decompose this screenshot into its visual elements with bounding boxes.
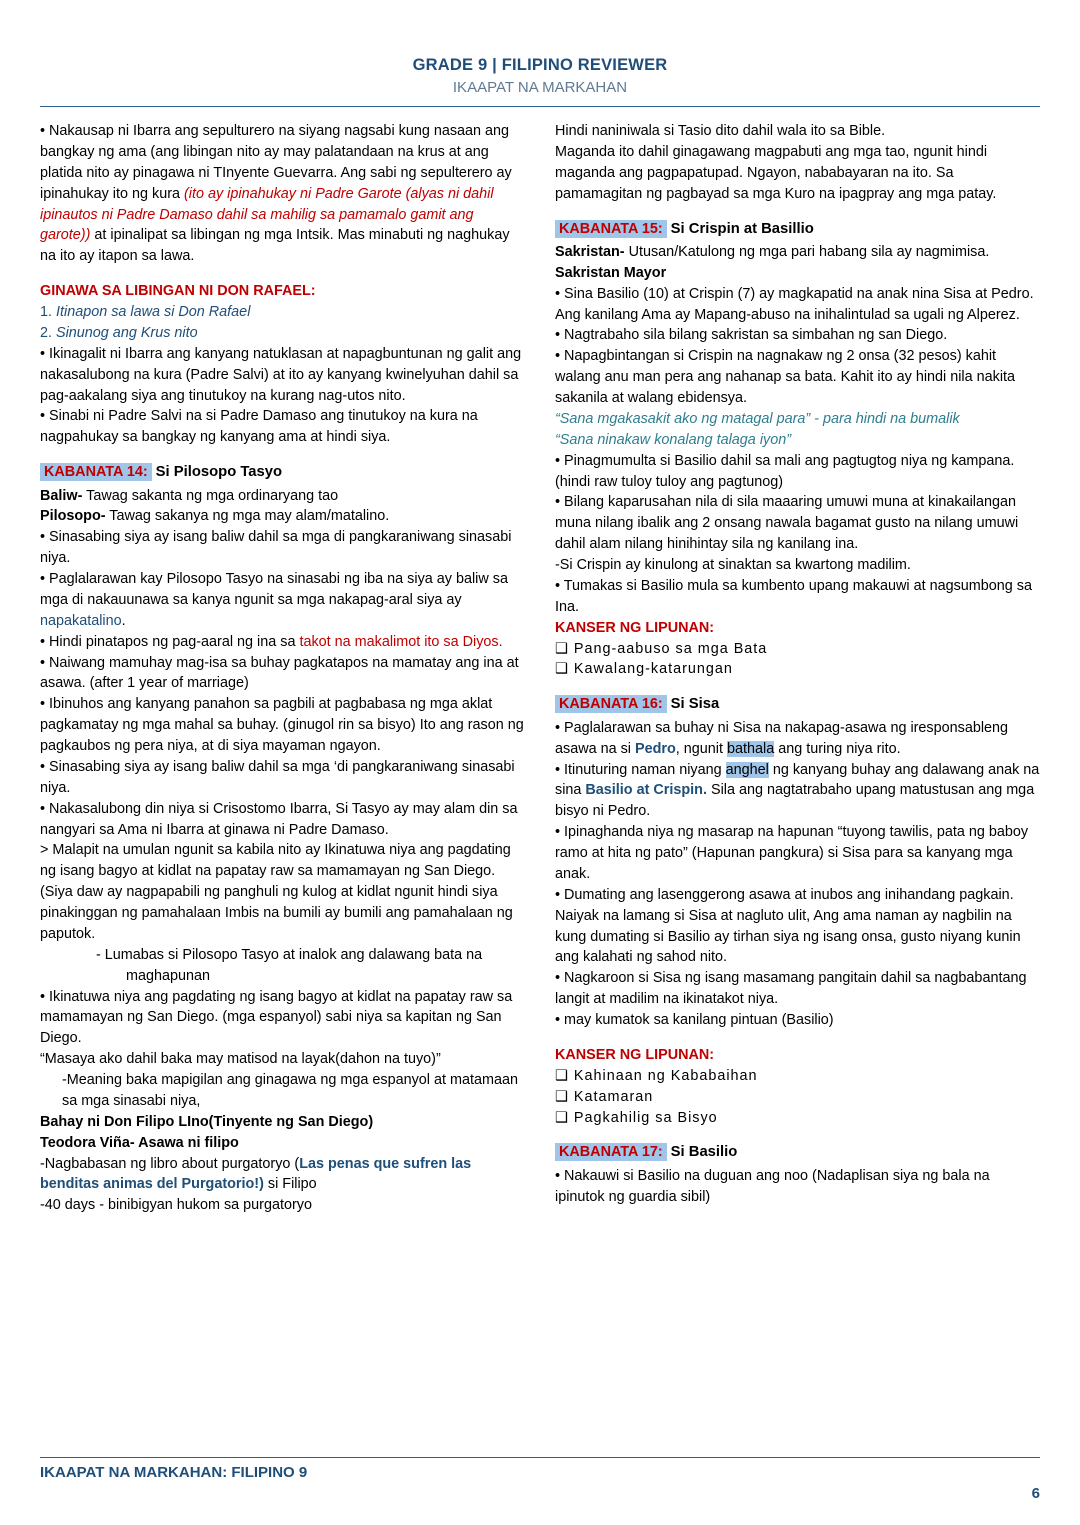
text-run: si Filipo: [263, 1176, 317, 1193]
text-run-highlighted: bathala: [727, 740, 775, 757]
text-run: -Nagbabasan ng libro about purgatoryo (: [40, 1155, 300, 1172]
checklist-item: ❑ Pagkahilig sa Bisyo: [555, 1109, 718, 1126]
paragraph-padre-salvi: • Sinabi ni Padre Salvi na si Padre Damaso ang tinutukoy na kura na nagpahukay sa bangkay ng kanyang ama at hindi siya.: [40, 408, 478, 446]
two-column-body: [40, 121, 1040, 1216]
paragraph-sepulturero: [40, 121, 525, 267]
paragraph-basilio-crispin: • Sina Basilio (10) at Crispin (7) ay magkapatid na anak nina Sisa at Pedro. Ang kanilang Ama ay Mapang-abuso na inihalintulad sa ugali ng Alperez.: [555, 285, 1034, 323]
left-column: [40, 121, 525, 1216]
paragraph-lasenggero: • Dumating ang lasenggerong asawa at inubos ang inihandang pagkain. Naiyak na lamang si Sisa at nagluto ulit, Ang ama naman ay nagbilin na kung dumating si Basilio ay tirhan siya ng isang onsa, gusto niyang kunin ang kalahati ng sahod nito.: [555, 886, 1021, 966]
text-run: • Nakausap ni Ibarra ang sepulturero na siyang nagsabi kung nasaan ang bangkay ng ama (ang libingan nito ay may palatandaan na krus at ang platida nito ay pinagawa ni TInyente Guevarra. Ang sabi ng sepulterero ay ipinahukay ito ng kura: [40, 123, 512, 202]
paragraph-ibarra-galit: • Ikinagalit ni Ibarra ang kanyang natuklasan at napagbuntunan ng galit ang nakasalubong na kura (Padre Salvi) at ito ay kanyang kwinelyuhan dahil sa pag-aakalang siya ang tinutukoy na kurang nag-utos nito.: [40, 345, 522, 404]
paragraph-mag-isa: • Naiwang mamuhay mag-isa sa buhay pagkatapos na mamatay ang ina at asawa. (after 1 year of marriage): [40, 654, 519, 692]
term-label: Pilosopo-: [40, 508, 106, 525]
chapter-heading-15: [555, 219, 1040, 240]
chapter-title: Si Basilio: [670, 1144, 738, 1161]
text-run: ang turing niya rito.: [774, 740, 901, 757]
paragraph-teodora-vina: Teodora Viña- Asawa ni filipo: [40, 1134, 239, 1151]
term-label: Sakristan-: [555, 243, 625, 260]
term-definition: Tawag sakanya ng mga may alam/matalino.: [105, 508, 390, 525]
paragraph-tasio-bible: Hindi naniniwala si Tasio dito dahil wala ito sa Bible.: [555, 123, 886, 139]
document-header: [40, 56, 1040, 96]
right-column: [555, 121, 1040, 1216]
paragraph-maganda-ito: Maganda ito dahil ginagawang magpabuti ang mga tao, ngunit hindi maganda ang pagpapatupad. Ngayon, nababayaran na ito. Sa pamamagitan ng pagbayad sa mga Kuro na ipagpray ang mga patay.: [555, 143, 997, 202]
paragraph-meaning: -Meaning baka mapigilan ang ginagawa ng mga espanyol at matamaan sa mga sinasabi niya,: [62, 1072, 518, 1109]
text-run: • Paglalarawan kay Pilosopo Tasyo na sinasabi ng iba na siya ay baliw sa mga di nakauunawa sa kanya ngunit sa mga nakapag-aral siya ay: [40, 571, 508, 608]
list-number: 1.: [40, 304, 56, 320]
checklist-item: ❑ Kahinaan ng Kababaihan: [555, 1067, 758, 1084]
paragraph-crispin-kinulong: -Si Crispin ay kinulong at sinaktan sa kwartong madilim.: [555, 557, 911, 574]
footer-divider: [40, 1457, 1040, 1458]
list-text: Itinapon sa lawa si Don Rafael: [56, 304, 251, 320]
text-run: Sila ang nagtatrabaho upang matustusan ang mga bisyo ni Pedro.: [555, 782, 1035, 820]
chapter-title: Si Pilosopo Tasyo: [155, 464, 283, 481]
paragraph-kaparusahan: • Bilang kaparusahan nila di sila maaaring umuwi muna at kinakailangan muna nilang ibalik ang 2 onsang nawala bagamat gusto na nilang umuwi dahil alam nilang hinihintay sila ng kanilang ina.: [555, 494, 1019, 553]
paragraph-pangitain: • Nagkaroon si Sisa ng isang masamang pangitain dahil sa nagbabantang langit at madilim na ikinatakot niya.: [555, 970, 1027, 1008]
quote-sana-mgakasakit: “Sana mgakasakit ako ng matagal para” - para hindi na bumalik: [555, 410, 960, 427]
term-definition: Utusan/Katulong ng mga pari habang sila ay nagmimisa.: [624, 243, 990, 260]
text-run: , ngunit: [675, 740, 728, 757]
list-number: 2.: [40, 324, 56, 341]
chapter-heading-16: [555, 694, 1040, 715]
text-run: • Hindi pinatapos ng pag-aaral ng ina sa: [40, 633, 300, 650]
heading-ginawa-sa-libingan: GINAWA SA LIBINGAN NI DON RAFAEL:: [40, 283, 316, 300]
page-subtitle: IKAAPAT NA MARKAHAN: [452, 79, 628, 96]
chapter-tag: KABANATA 17:: [555, 1143, 667, 1161]
chapter-heading-14: [40, 462, 525, 483]
paragraph-pag-aaral: [40, 632, 525, 653]
text-run-blue: napakatalino: [40, 612, 122, 629]
chapter-title: Si Sisa: [670, 696, 720, 713]
paragraph-kidlat: • Ikinatuwa niya ang pagdating ng isang bagyo at kidlat na papatay raw sa mamamayan ng San Diego. (mga espanyol) sabi niya sa kapitan ng San Diego.: [40, 988, 513, 1047]
chapter-tag: KABANATA 15:: [555, 220, 667, 238]
paragraph-bagyo: > Malapit na umulan ngunit sa kabila nito ay Ikinatuwa niya ang pagdating ng isang bagyo at kidlat na papatay raw sa mamamayan ng San Diego. (Siya daw ay nagpapabili ng panghuli ng kulog at kidlat ngunit hindi siya pinakinggan ng pamahalaan Imbis na bumili ay bumili ang pamahalaan ng paputok.: [40, 842, 513, 942]
term-sakristan-mayor: Sakristan Mayor: [555, 264, 667, 281]
text-run: ng kanyang buhay ang dalawang anak na sina: [555, 761, 1040, 799]
footer-label: IKAAPAT NA MARKAHAN: FILIPINO 9: [40, 1464, 308, 1481]
paragraph-pinagmumulta: • Pinagmumulta si Basilio dahil sa mali ang pagtugtog niya ng kampana.(hindi raw tuloy tuloy ang pagtunog): [555, 452, 1015, 490]
paragraph-sisa-asawa: [555, 718, 1040, 760]
quote-masaya-ako: “Masaya ako dahil baka may matisod na layak(dahon na tuyo)”: [40, 1051, 441, 1068]
chapter-heading-17: [555, 1142, 1040, 1163]
paragraph-paglalarawan-tasyo: [40, 569, 525, 632]
paragraph-napagbintangan: • Napagbintangan si Crispin na nagnakaw ng 2 onsa (32 pesos) kahit walang anu man pera ang nahanap sa bata. Kahit ito ay hindi nila nakita sakanila at walang ebidensya.: [555, 348, 1016, 407]
paragraph-40-days: -40 days - binibigyan hukom sa purgatoryo: [40, 1197, 312, 1214]
paragraph-anghel: [555, 760, 1040, 823]
header-divider: [40, 106, 1040, 107]
checklist-item: ❑ Kawalang-katarungan: [555, 661, 733, 678]
text-run-red: takot na makalimot ito sa Diyos.: [299, 633, 503, 650]
paragraph-nagtrabaho: • Nagtrabaho sila bilang sakristan sa simbahan ng san Diego.: [555, 327, 948, 344]
paragraph-nakauwi-basilio: • Nakauwi si Basilio na duguan ang noo (Nadaplisan siya ng bala na ipinutok ng guardia sibil): [555, 1167, 990, 1205]
page-title: GRADE 9 | FILIPINO REVIEWER: [412, 56, 668, 74]
text-run: at ipinalipat sa libingan ng mga Intsik. Mas minabuti ng naghukay na ito ay itapon sa lawa.: [40, 227, 510, 265]
chapter-title: Si Crispin at Basillio: [670, 220, 814, 237]
text-run-blue-bold: Pedro: [635, 740, 676, 757]
chapter-tag: KABANATA 14:: [40, 463, 152, 481]
text-run: • Itinuturing naman niyang: [555, 761, 726, 778]
text-run: .: [121, 612, 126, 629]
term-pilosopo: [40, 506, 525, 527]
paragraph-baliw-2: • Sinasabing siya ay isang baliw dahil sa mga ‘di pangkaraniwang sinasabi niya.: [40, 758, 515, 796]
paragraph-dash-item: - Lumabas si Pilosopo Tasyo at inalok ang dalawang bata na maghapunan: [96, 946, 483, 984]
paragraph-crisostomo: • Nakasalubong din niya si Crisostomo Ibarra, Si Tasyo ay may alam din sa nangyari sa Ama ni Ibarra at ginawa ni Padre Damaso.: [40, 800, 518, 838]
list-item: [40, 323, 525, 344]
paragraph-baliw-1: • Sinasabing siya ay isang baliw dahil sa mga di pangkaraniwang sinasabi niya.: [40, 529, 512, 567]
text-run-blue-bold: Las penas que sufren las benditas animas del Purgatorio!): [40, 1155, 472, 1193]
paragraph-purgatoryo: [40, 1154, 525, 1196]
list-item: [40, 302, 525, 323]
text-run-highlighted: anghel: [725, 761, 769, 778]
page-number: 6: [1031, 1485, 1040, 1502]
heading-kanser-ng-lipunan-2: KANSER NG LIPUNAN:: [555, 1046, 715, 1063]
text-run: • Paglalarawan sa buhay ni Sisa na nakapag-asawa ng iresponsableng asawa na si: [555, 719, 1009, 757]
term-definition: Tawag sakanta ng mga ordinaryang tao: [82, 487, 339, 504]
paragraph-aklat: • Ibinuhos ang kanyang panahon sa pagbili at pagbabasa ng mga aklat pagkamatay ng mga mahal sa buhay. (ginugol rin sa bisyo) Ito ang rason ng pagkaubos ng pera niya, at di siya mayaman ngayon.: [40, 696, 524, 755]
paragraph-bahay-don-filipo: Bahay ni Don Filipo LIno(Tinyente ng San Diego): [40, 1113, 374, 1130]
term-baliw: [40, 486, 525, 507]
chapter-tag: KABANATA 16:: [555, 695, 667, 713]
paragraph-hapunan: • Ipinaghanda niya ng masarap na hapunan “tuyong tawilis, pata ng baboy ramo at hita ng pato” (Hapunan pangkura) si Sisa para sa kanyang mga anak.: [555, 824, 1029, 882]
text-run-red-italic: (ito ay ipinahukay ni Padre Garote (alyas ni dahil ipinautos ni Padre Damaso dahil sa mahilig sa pamamalo gamit ang garote)): [40, 185, 494, 244]
heading-kanser-ng-lipunan-1: KANSER NG LIPUNAN:: [555, 619, 715, 636]
checklist-item: ❑ Katamaran: [555, 1088, 654, 1105]
text-run-blue-bold: Basilio at Crispin.: [585, 782, 707, 799]
paragraph-kumatok: • may kumatok sa kanilang pintuan (Basilio): [555, 1012, 834, 1029]
paragraph-tumakas-basilio: • Tumakas si Basilio mula sa kumbento upang makauwi at nagsumbong sa Ina.: [555, 577, 1032, 615]
document-footer: [40, 1457, 1040, 1502]
term-sakristan: [555, 242, 1040, 263]
term-label: Baliw-: [40, 487, 83, 504]
quote-sana-ninakaw: “Sana ninakaw konalang talaga iyon”: [555, 431, 792, 448]
checklist-item: ❑ Pang-aabuso sa mga Bata: [555, 640, 768, 657]
list-text: Sinunog ang Krus nito: [56, 324, 198, 341]
